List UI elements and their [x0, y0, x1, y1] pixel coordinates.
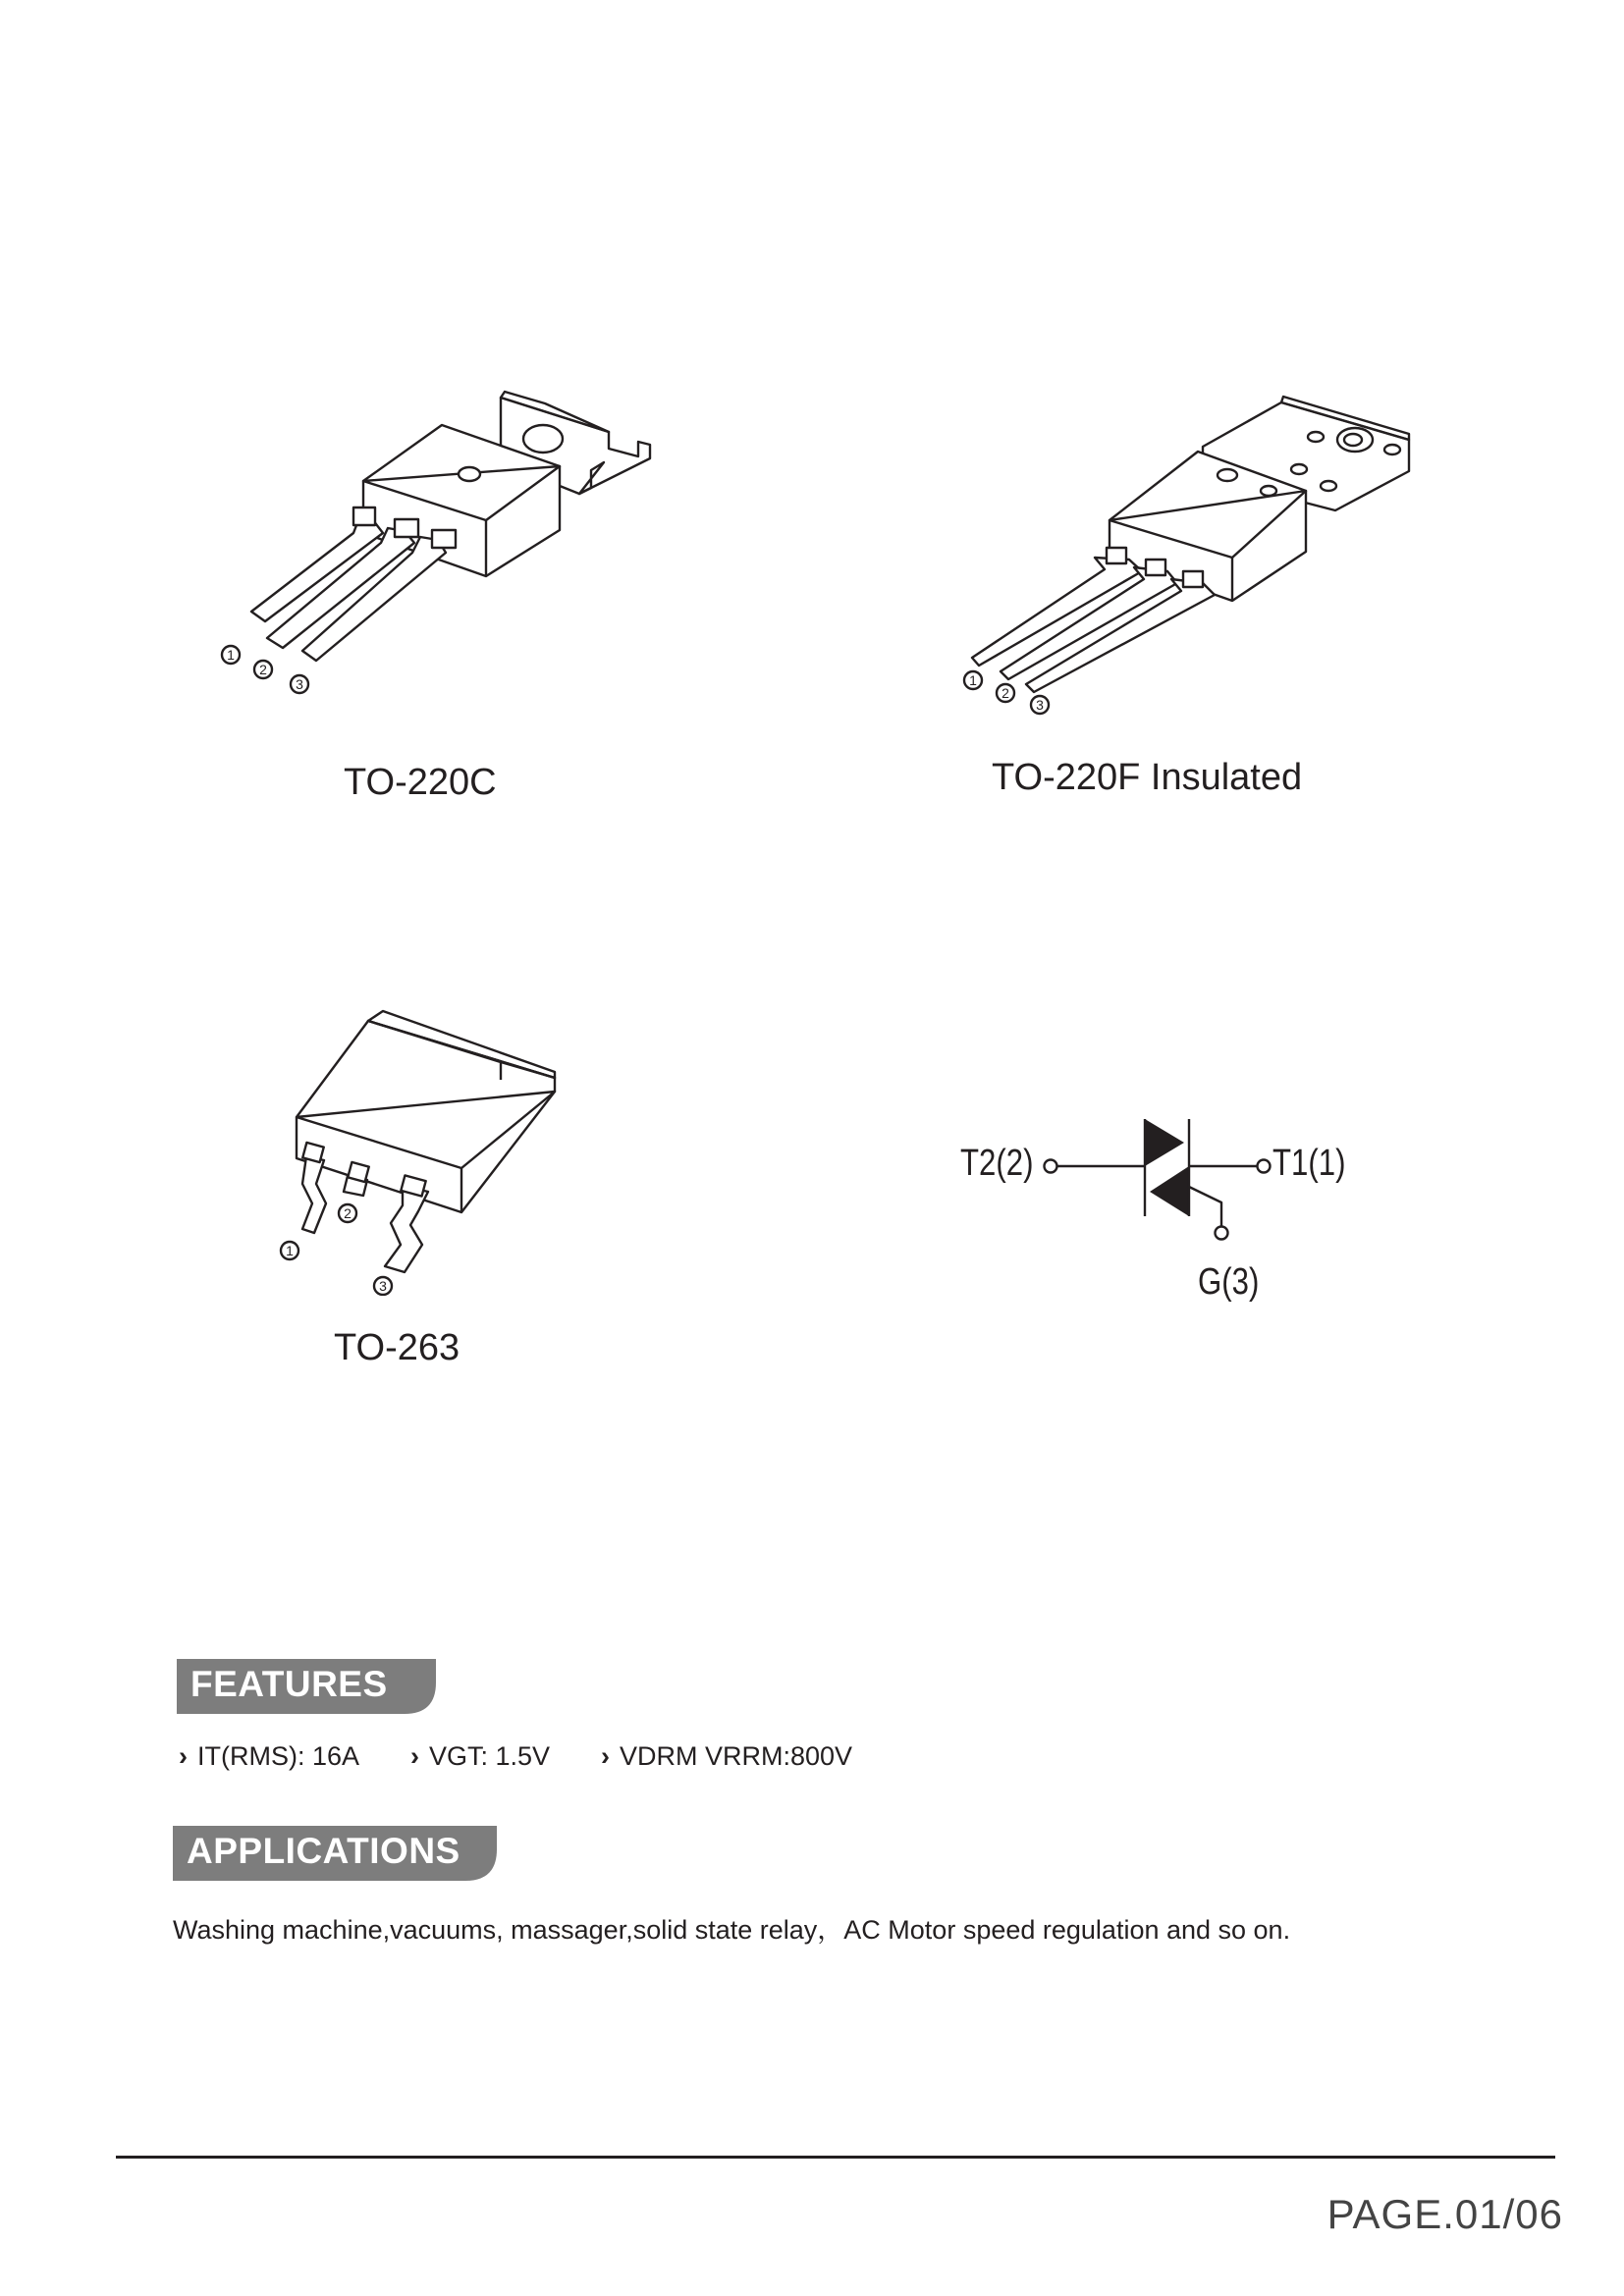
feature-vgt: VGT: 1.5V	[429, 1741, 551, 1771]
applications-heading	[173, 1826, 497, 1881]
pin-2-number: 2	[1001, 685, 1009, 701]
pin-3-number: 3	[1036, 697, 1044, 713]
chevron-right-icon: ›	[179, 1741, 188, 1771]
feature-item	[601, 1741, 852, 1772]
to220f-label: TO-220F Insulated	[992, 757, 1303, 798]
pin-3-number: 3	[379, 1278, 387, 1294]
chevron-right-icon: ›	[601, 1741, 610, 1771]
feature-item	[179, 1741, 359, 1772]
to220f-drawing	[957, 393, 1429, 726]
pin-1-number: 1	[286, 1243, 294, 1258]
features-title: FEATURES	[190, 1664, 388, 1704]
triac-symbol	[1041, 1104, 1276, 1252]
features-heading	[177, 1659, 436, 1714]
terminal-t1-label: T1(1)	[1272, 1143, 1346, 1184]
pin-1-number: 1	[969, 672, 977, 688]
gate-g-label: G(3)	[1198, 1261, 1260, 1303]
applications-text: Washing machine,vacuums, massager,solid state relay，AC Motor speed regulation and so on.	[173, 1915, 1291, 1945]
to263-label: TO-263	[334, 1327, 460, 1368]
pin-2-number: 2	[344, 1205, 352, 1221]
pin-2-number: 2	[259, 662, 267, 677]
to220c-label: TO-220C	[344, 762, 497, 803]
to220c-drawing	[206, 388, 668, 712]
footer-divider	[116, 2156, 1555, 2159]
pin-1-number: 1	[227, 647, 235, 663]
feature-itrms: IT(RMS): 16A	[197, 1741, 360, 1771]
pin-3-number: 3	[296, 676, 303, 692]
feature-vdrm: VDRM VRRM:800V	[620, 1741, 853, 1771]
applications-title: APPLICATIONS	[187, 1831, 460, 1871]
terminal-t2-label: T2(2)	[960, 1143, 1034, 1184]
chevron-right-icon: ›	[410, 1741, 419, 1771]
feature-item	[410, 1741, 550, 1772]
page-number: PAGE.01/06	[1326, 2191, 1563, 2237]
to263-drawing	[265, 1001, 569, 1296]
